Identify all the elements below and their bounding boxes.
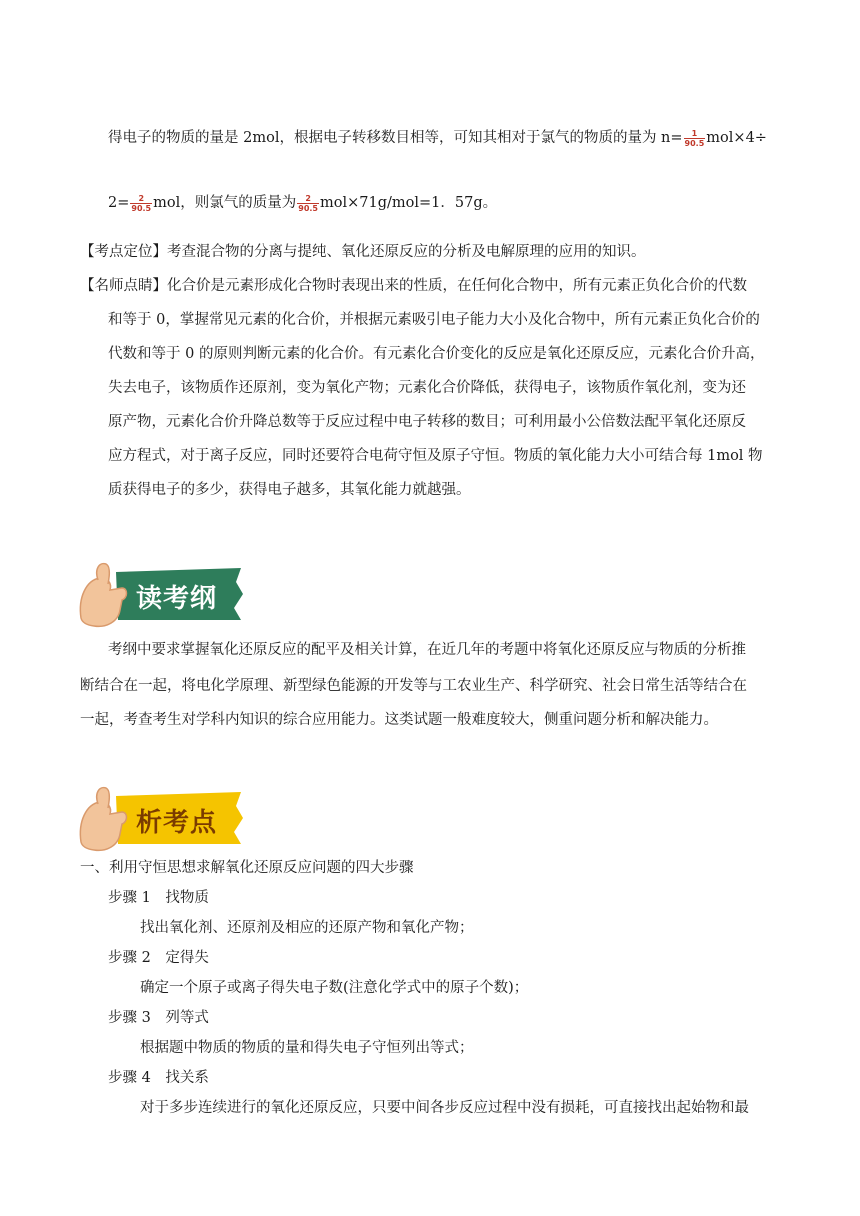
mingshi-line-1: 和等于 0，掌握常见元素的化合价，并根据元素吸引电子能力大小及化合物中，所有元素正负化合价的	[108, 312, 760, 328]
step-1-title: 步骤 1 找物质	[108, 890, 209, 906]
calc-line2-c: mol×71g/mol=1．57g。	[320, 195, 498, 211]
section-badge-dukaogang	[76, 558, 246, 630]
mingshi-line-0	[80, 276, 747, 296]
section1-line-0: 考纲中要求掌握氧化还原反应的配平及相关计算，在近几年的考题中将氧化还原反应与物质的分析推	[108, 642, 746, 658]
fraction-2-over-90.5-b: $\frac{2}{90.5}$	[298, 193, 318, 213]
step-3-title: 步骤 3 列等式	[108, 1010, 209, 1026]
kaodian-text: 考查混合物的分离与提纯、氧化还原反应的分析及电解原理的应用的知识。	[167, 244, 646, 260]
step-2-title: 步骤 2 定得失	[108, 950, 209, 966]
fraction-1-over-90.5: $\frac{1}{90.5}$	[684, 128, 705, 148]
mingshi-line-3: 失去电子，该物质作还原剂，变为氧化产物；元素化合价降低，获得电子，该物质作氧化剂，变为还	[108, 380, 746, 396]
step-4-desc: 对于多步连续进行的氧化还原反应，只要中间各步反应过程中没有损耗，可直接找出起始物和最	[140, 1100, 749, 1116]
section-badge-xikaodian	[76, 782, 246, 854]
badge-label-xikaodian: 析考点	[136, 808, 218, 838]
kaodian-label: 【考点定位】	[80, 244, 167, 260]
step-3-desc: 根据题中物质的物质的量和得失电子守恒列出等式；	[140, 1040, 474, 1056]
calc-line1-tail: mol×4÷	[706, 130, 767, 146]
mingshi-label: 【名师点睛】	[80, 278, 167, 294]
mingshi-line-2: 代数和等于 0 的原则判断元素的化合价。有元素化合价变化的反应是氧化还原反应，元素化合价升高，	[108, 346, 765, 362]
calc-line-1	[108, 128, 767, 148]
calc-line-2	[108, 193, 497, 213]
mingshi-line-5: 应方程式，对于离子反应，同时还要符合电荷守恒及原子守恒。物质的氧化能力大小可结合每 1mol 物	[108, 448, 763, 464]
section1-line-2: 一起，考查考生对学科内知识的综合应用能力。这类试题一般难度较大，侧重问题分析和解决能力。	[80, 712, 718, 728]
kaodian-dingwei	[80, 242, 646, 262]
section1-line-1: 断结合在一起，将电化学原理、新型绿色能源的开发等与工农业生产、科学研究、社会日常生活等结合在	[80, 678, 747, 694]
mingshi-text-0: 化合价是元素形成化合物时表现出来的性质，在任何化合物中，所有元素正负化合价的代数	[167, 278, 747, 294]
calc-line2-a: 2=	[108, 195, 130, 211]
calc-line2-b: mol，则氯气的质量为	[153, 195, 297, 211]
mingshi-line-6: 质获得电子的多少，获得电子越多，其氧化能力就越强。	[108, 482, 471, 498]
step-2-desc: 确定一个原子或离子得失电子数(注意化学式中的原子个数)；	[140, 980, 529, 996]
calc-line1-text: 得电子的物质的量是 2mol，根据电子转移数目相等，可知其相对于氯气的物质的量为 n=	[108, 130, 683, 146]
section2-heading: 一、利用守恒思想求解氧化还原反应问题的四大步骤	[80, 860, 414, 876]
badge-label-dukaogang: 读考纲	[136, 584, 218, 614]
mingshi-line-4: 原产物，元素化合价升降总数等于反应过程中电子转移的数目；可利用最小公倍数法配平氧化还原反	[108, 414, 746, 430]
step-4-title: 步骤 4 找关系	[108, 1070, 209, 1086]
fraction-2-over-90.5-a: $\frac{2}{90.5}$	[131, 193, 152, 213]
step-1-desc: 找出氧化剂、还原剂及相应的还原产物和氧化产物；	[140, 920, 474, 936]
